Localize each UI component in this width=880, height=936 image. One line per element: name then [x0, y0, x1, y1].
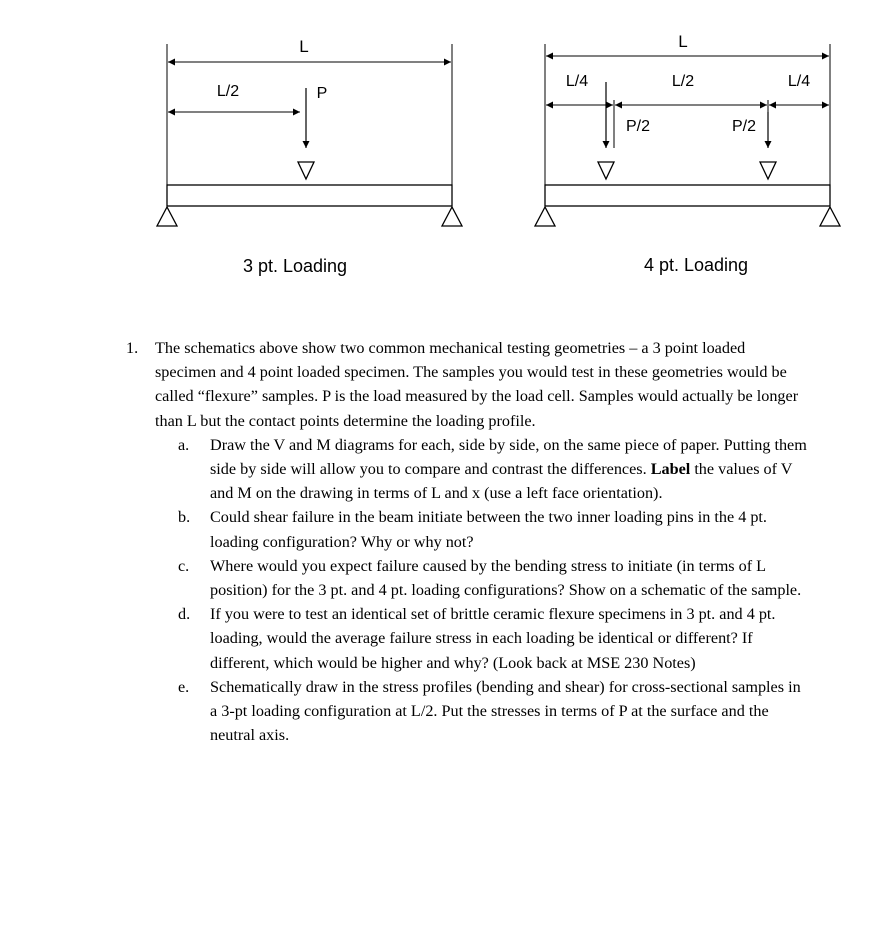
sub-question-letter: d.: [178, 605, 191, 624]
three-point-diagram: [157, 37, 462, 276]
question-block: [126, 336, 826, 747]
load-label: P: [316, 85, 328, 102]
loading-pin: [298, 162, 314, 179]
question-number: 1.: [126, 339, 139, 357]
sub-question-text-part: the values of V and M on the drawing in terms of L and x (use a left face orientation).: [210, 460, 793, 503]
left-load-label: P/2: [625, 118, 651, 135]
left-loading-pin: [598, 162, 614, 179]
sub-question-c: [178, 554, 808, 602]
sub-question-letter: a.: [178, 435, 190, 454]
three-point-caption: 3 pt. Loading: [242, 256, 348, 276]
sub-question-text: [210, 433, 808, 506]
sub-question-text-part: Draw the V and M diagrams for each, side by side, on the same piece of paper. Putting them side by side will allow you to compare and contrast the differences.: [210, 435, 807, 479]
sub-question-letter: b.: [178, 508, 191, 527]
right-quarter-label: L/4: [787, 73, 811, 90]
sub-question-text: Could shear failure in the beam initiate between the two inner loading pins in the 4 pt. loading configuration? Why or why not?: [210, 508, 767, 551]
sub-question-text: If you were to test an identical set of brittle ceramic flexure specimens in 3 pt. and 4 pt. loading, would the average failure stress in each loading be identical or different? If different, which would be higher and why? (Look back at MSE 230 Notes): [210, 605, 776, 672]
four-point-diagram: [535, 32, 840, 275]
left-support: [535, 207, 555, 226]
sub-question-text: Where would you expect failure caused by the bending stress to initiate (in terms of L position) for the 3 pt. and 4 pt. loading configurations? Show on a schematic of the sample.: [210, 556, 802, 600]
sub-question-e: [178, 675, 808, 748]
four-point-caption: 4 pt. Loading: [643, 255, 749, 275]
sub-question-letter: e.: [178, 677, 190, 696]
sub-question-b: [178, 505, 808, 553]
left-quarter-label: L/4: [565, 73, 589, 90]
span-label: L: [678, 32, 688, 51]
loading-schematics: [0, 0, 880, 300]
question-1: [126, 336, 826, 433]
sub-question-d: [178, 602, 808, 675]
beam-specimen: [167, 185, 452, 206]
right-support: [442, 207, 462, 226]
left-support: [157, 207, 177, 226]
label-emphasis: Label: [650, 460, 691, 479]
span-label: L: [299, 37, 309, 56]
question-text: The schematics above show two common mechanical testing geometries – a 3 point loaded specimen and 4 point loaded specimen. The samples you would test in these geometries would be called “flexure” samples. P is the load measured by the load cell. Samples would actually be longer than L but the contact points determine the loading profile.: [155, 339, 799, 430]
middle-label: L/2: [671, 73, 695, 90]
beam-specimen: [545, 185, 830, 206]
half-span-label: L/2: [216, 83, 240, 100]
sub-question-a: [178, 433, 808, 506]
right-load-label: P/2: [731, 118, 757, 135]
right-loading-pin: [760, 162, 776, 179]
sub-question-letter: c.: [178, 556, 190, 575]
right-support: [820, 207, 840, 226]
sub-question-list: [178, 433, 808, 748]
sub-question-text: Schematically draw in the stress profiles (bending and shear) for cross-sectional samples in a 3-pt loading configuration at L/2. Put the stresses in terms of P at the surface and the neutral axis.: [210, 677, 801, 745]
